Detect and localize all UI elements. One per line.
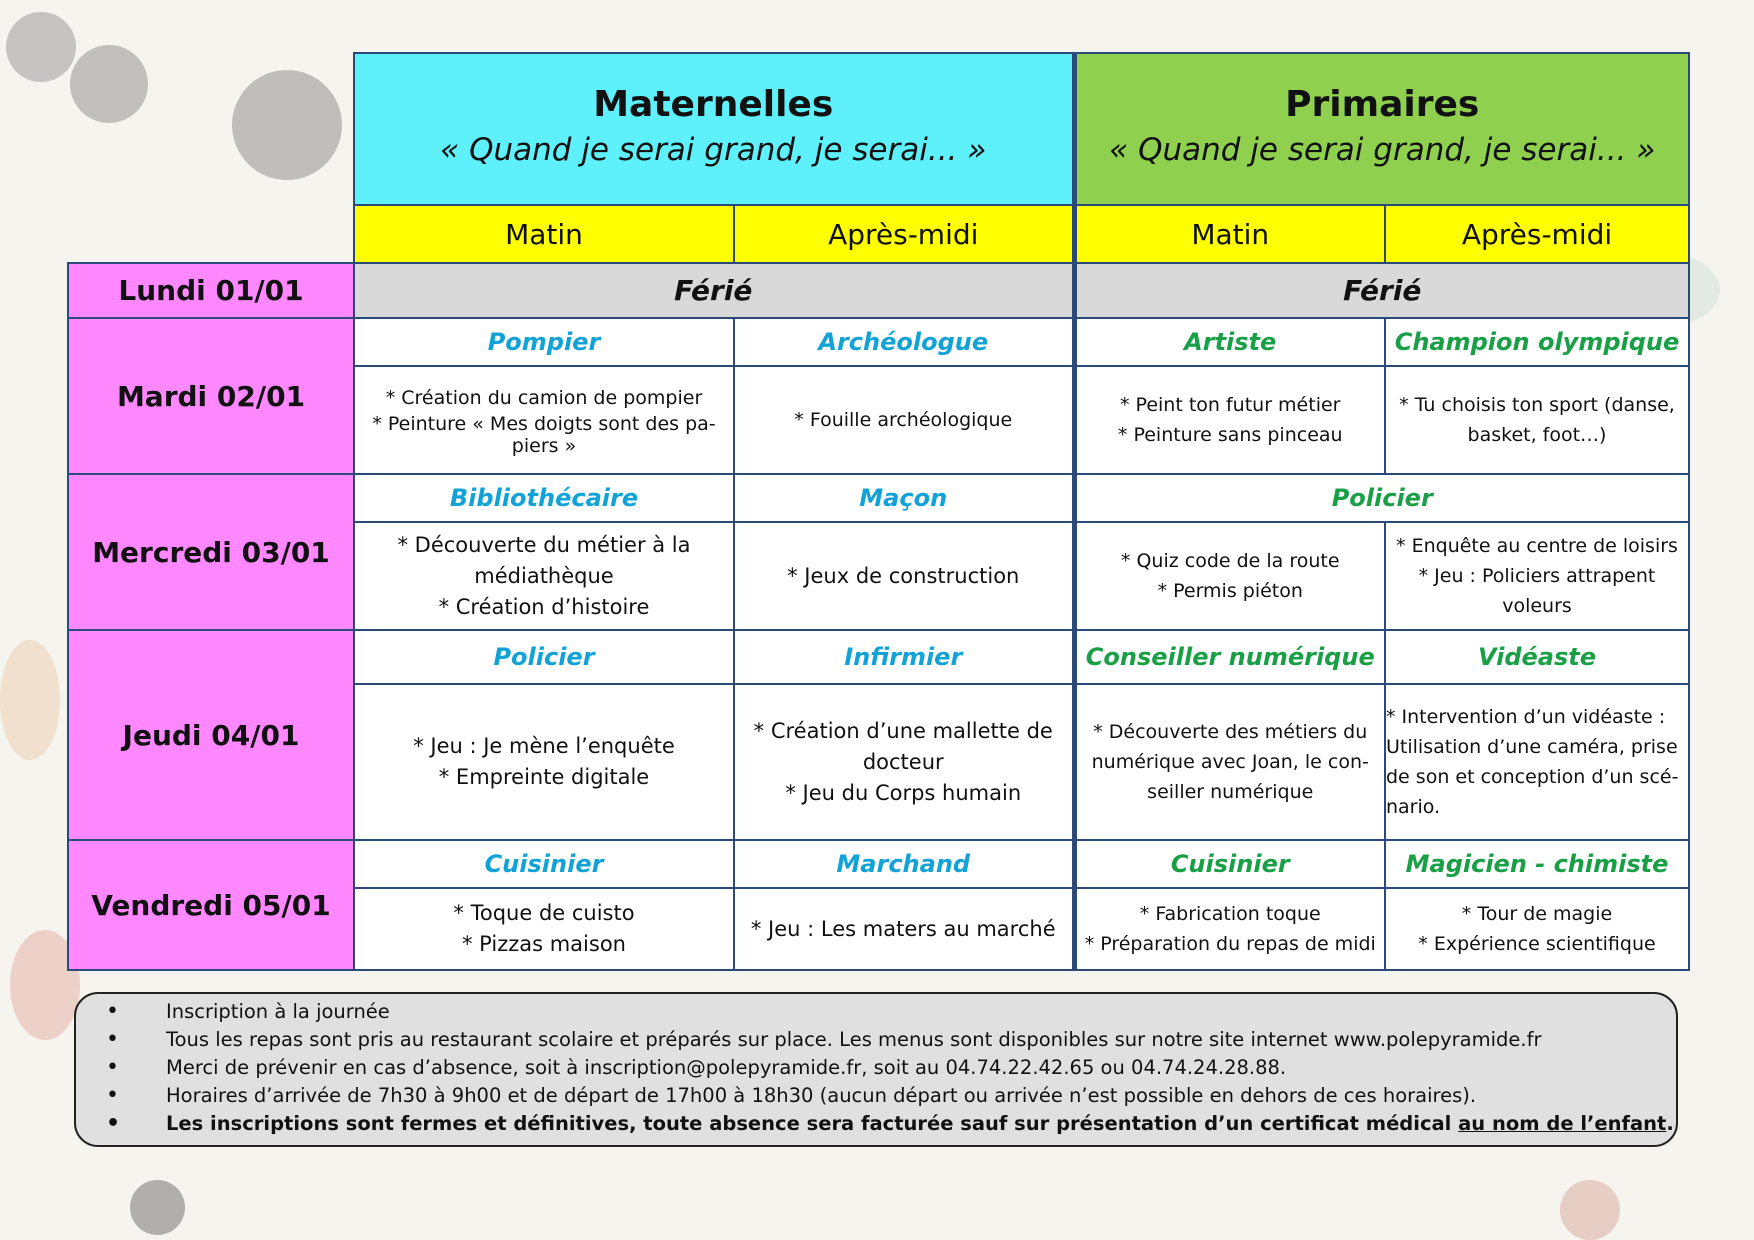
holiday-primaires: Férié bbox=[1074, 263, 1689, 318]
activity-cell bbox=[1074, 888, 1385, 970]
activity-line: Utilisation d’une caméra, prise bbox=[1386, 736, 1678, 758]
activity-line: * Enquête au centre de loisirs bbox=[1396, 535, 1678, 557]
activity-line: de son et conception d’un scé- bbox=[1386, 766, 1679, 788]
activity-line: * Découverte des métiers du bbox=[1093, 721, 1368, 743]
holiday-maternelles: Férié bbox=[354, 263, 1074, 318]
activity-line: * Création du camion de pompier bbox=[385, 387, 703, 409]
activity-line: * Jeu : Policiers attrapent bbox=[1418, 565, 1656, 587]
decorative-berry bbox=[6, 12, 76, 82]
info-box bbox=[74, 992, 1678, 1147]
activity-cell bbox=[1074, 366, 1385, 474]
bullet-icon: • bbox=[106, 1111, 121, 1136]
info-list bbox=[106, 998, 1674, 1138]
activity-line: * Création d’une mallette de bbox=[753, 718, 1053, 743]
info-item: • Tous les repas sont pris au restaurant scolaire et préparés sur place. Les menus sont disponibles sur notre site internet www.polepyramide.fr bbox=[106, 1027, 1542, 1052]
activity-line: * Découverte du métier à la bbox=[397, 532, 691, 557]
activity-cell bbox=[1385, 888, 1689, 970]
maternelles-title: Maternelles bbox=[593, 84, 834, 125]
activity-line: * Toque de cuisto bbox=[453, 901, 635, 925]
activity-line: * Peinture sans pinceau bbox=[1117, 424, 1343, 446]
activity-line: docteur bbox=[862, 749, 944, 774]
primaires-title: Primaires bbox=[1285, 84, 1480, 125]
activity-cell bbox=[354, 522, 734, 630]
activity-line: * Fouille archéologique bbox=[794, 409, 1013, 431]
info-item-important: • Les inscriptions sont fermes et définitives, toute absence sera facturée sauf sur présentation d’un certificat médical au nom de l’enfant. bbox=[106, 1111, 1674, 1136]
activity-line: * Intervention d’un vidéaste : bbox=[1386, 706, 1666, 728]
activity-line: * Jeu : Je mène l’enquête bbox=[413, 734, 675, 758]
bullet-icon: • bbox=[106, 1055, 119, 1080]
bullet-icon: • bbox=[106, 1083, 119, 1108]
activity-cell bbox=[1385, 366, 1689, 474]
job-title: Bibliothécaire bbox=[354, 474, 734, 522]
underlined-text: au nom de l’enfant bbox=[1458, 1112, 1667, 1135]
activity-line: * Préparation du repas de midi bbox=[1084, 933, 1376, 955]
maternelles-theme: « Quand je serai grand, je serai... » bbox=[440, 132, 987, 168]
activity-line: * Tu choisis ton sport (danse, bbox=[1399, 394, 1675, 416]
activity-cell bbox=[354, 366, 734, 474]
activity-line: numérique avec Joan, le con- bbox=[1091, 751, 1369, 773]
activity-line: basket, foot…) bbox=[1467, 424, 1607, 446]
activity-line: piers » bbox=[511, 435, 577, 457]
activity-cell bbox=[1074, 522, 1385, 630]
activity-line: * Création d’histoire bbox=[438, 594, 650, 619]
activity-line: * Jeu du Corps humain bbox=[785, 780, 1022, 805]
activity-line: * Tour de magie bbox=[1461, 903, 1613, 925]
decorative-berry bbox=[130, 1180, 185, 1235]
activity-cell bbox=[1074, 684, 1385, 840]
period-morning-primaires: Matin bbox=[1074, 205, 1385, 263]
corner-empty bbox=[68, 53, 354, 205]
job-title: Marchand bbox=[734, 840, 1074, 888]
day-label-thursday: Jeudi 04/01 bbox=[68, 630, 354, 840]
activity-cell bbox=[354, 888, 734, 970]
activity-line: médiathèque bbox=[474, 563, 614, 588]
job-title: Artiste bbox=[1074, 318, 1385, 366]
activity-line: nario. bbox=[1386, 796, 1441, 818]
activity-cell bbox=[734, 684, 1074, 840]
activity-cell bbox=[734, 888, 1074, 970]
activity-line: voleurs bbox=[1502, 595, 1572, 617]
info-item: • Merci de prévenir en cas d’absence, soit à inscription@polepyramide.fr, soit au 04.74.22.42.65 ou 04.74.24.28.88. bbox=[106, 1055, 1287, 1080]
schedule-table bbox=[67, 52, 1690, 971]
info-item: • Inscription à la journée bbox=[106, 999, 390, 1024]
day-label-tuesday: Mardi 02/01 bbox=[68, 318, 354, 474]
maternelles-header bbox=[354, 53, 1074, 205]
primaires-theme: « Quand je serai grand, je serai... » bbox=[1109, 132, 1656, 168]
bullet-icon: • bbox=[106, 1027, 119, 1052]
activity-cell bbox=[1385, 522, 1689, 630]
day-label-monday: Lundi 01/01 bbox=[68, 263, 354, 318]
job-title: Cuisinier bbox=[1074, 840, 1385, 888]
job-title: Archéologue bbox=[734, 318, 1074, 366]
job-title: Maçon bbox=[734, 474, 1074, 522]
period-afternoon-primaires: Après-midi bbox=[1385, 205, 1689, 263]
activity-cell bbox=[734, 522, 1074, 630]
activity-line: * Expérience scientifique bbox=[1418, 933, 1656, 955]
activity-line: * Jeu : Les maters au marché bbox=[750, 916, 1056, 941]
activity-line: * Jeux de construction bbox=[787, 563, 1020, 588]
activity-line: * Pizzas maison bbox=[461, 932, 626, 956]
activity-line: * Empreinte digitale bbox=[438, 765, 650, 789]
activity-cell bbox=[1385, 684, 1689, 840]
activity-line: * Quiz code de la route bbox=[1120, 550, 1340, 572]
job-title: Champion olympique bbox=[1385, 318, 1689, 366]
decorative-flower bbox=[0, 640, 60, 760]
bullet-icon: • bbox=[106, 999, 119, 1024]
decorative-berry bbox=[1560, 1180, 1620, 1240]
day-label-friday: Vendredi 05/01 bbox=[68, 840, 354, 970]
info-item: • Horaires d’arrivée de 7h30 à 9h00 et de départ de 17h00 à 18h30 (aucun départ ou arrivée n’est possible en dehors de ces horaires). bbox=[106, 1083, 1477, 1108]
activity-line: * Fabrication toque bbox=[1139, 903, 1321, 925]
period-morning-maternelles: Matin bbox=[354, 205, 734, 263]
activity-cell bbox=[734, 366, 1074, 474]
activity-line: * Peint ton futur métier bbox=[1120, 394, 1341, 416]
job-title: Pompier bbox=[354, 318, 734, 366]
job-title: Infirmier bbox=[734, 630, 1074, 684]
job-title: Policier bbox=[354, 630, 734, 684]
activity-line: * Peinture « Mes doigts sont des pa- bbox=[372, 413, 716, 435]
activity-line: * Permis piéton bbox=[1157, 580, 1303, 602]
job-title: Cuisinier bbox=[354, 840, 734, 888]
primaires-header bbox=[1074, 53, 1689, 205]
day-label-wednesday: Mercredi 03/01 bbox=[68, 474, 354, 630]
job-title: Conseiller numérique bbox=[1074, 630, 1385, 684]
period-afternoon-maternelles: Après-midi bbox=[734, 205, 1074, 263]
activity-line: seiller numérique bbox=[1147, 781, 1314, 803]
job-title: Magicien - chimiste bbox=[1385, 840, 1689, 888]
job-title: Policier bbox=[1074, 474, 1689, 522]
job-title: Vidéaste bbox=[1385, 630, 1689, 684]
activity-cell bbox=[354, 684, 734, 840]
